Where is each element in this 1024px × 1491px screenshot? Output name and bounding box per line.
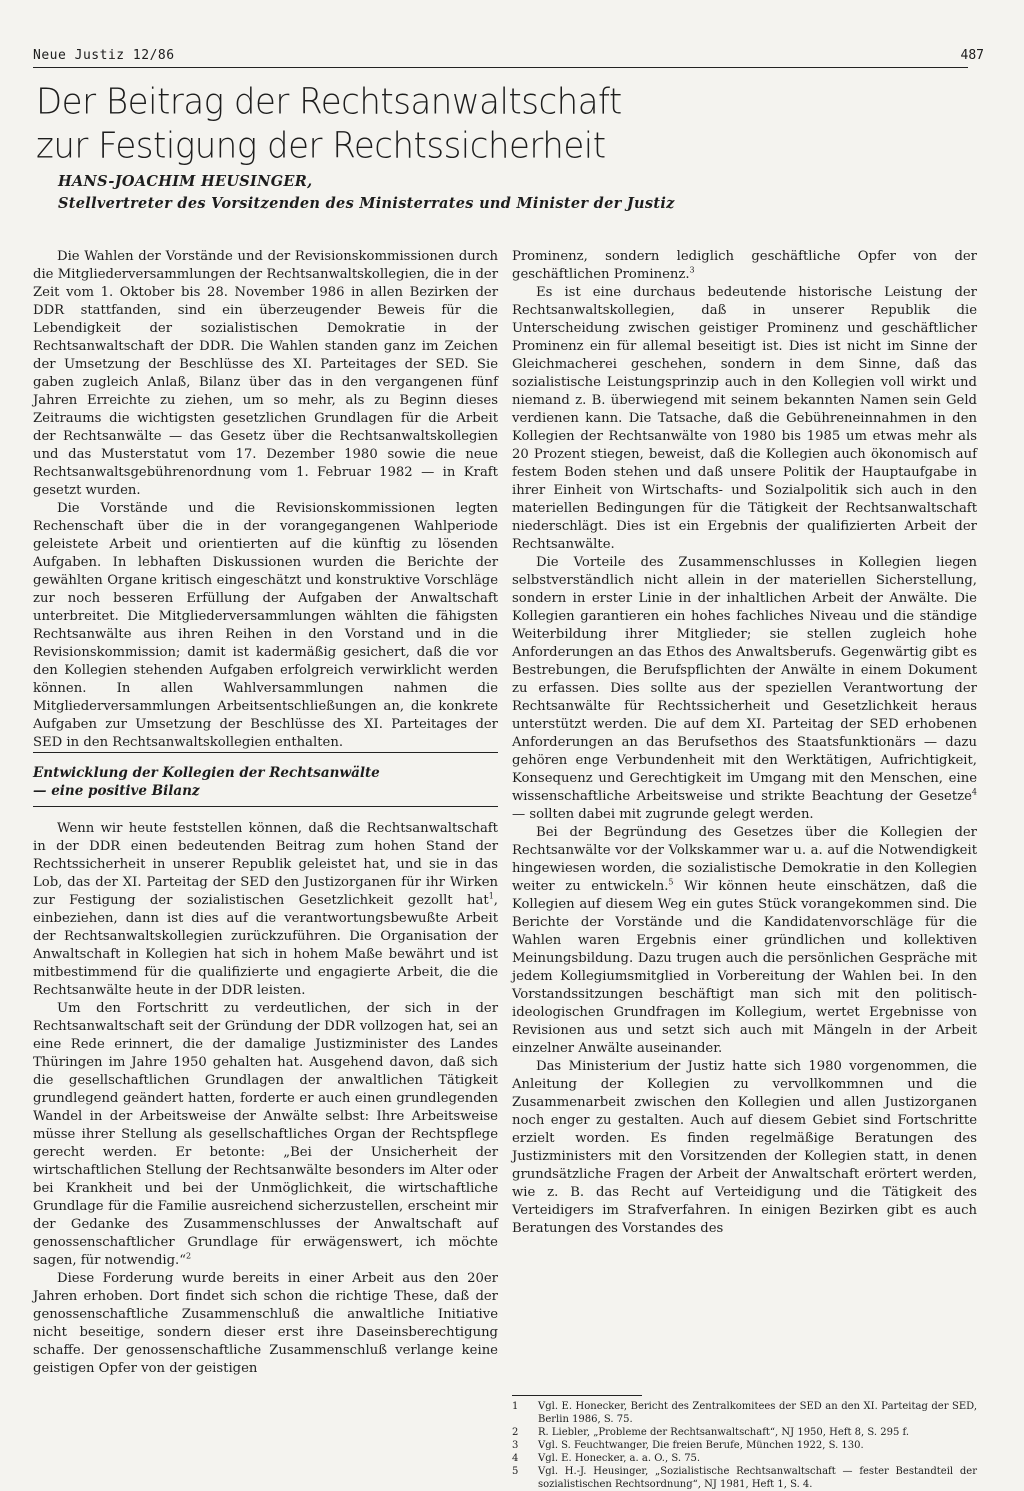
footnote <box>512 1465 977 1491</box>
footnote-ref: 1 <box>488 891 494 901</box>
page-number: 487 <box>960 48 984 63</box>
text-run: Bei der Begründung des Gesetzes über die Kollegien der Rechtsanwälte vor der Volkskammer war u. a. auf die Notwendigkeit hingewiesen worden, die sozialistische Demokratie in den Kollegien weiter zu entwickeln. <box>512 825 977 894</box>
text-run: Wenn wir heute feststellen können, daß die Rechtsanwaltschaft in der DDR einen bedeutenden Beitrag zum hohen Stand der Rechtssicherheit in unserer Republik geleistet hat, und sie in das Lob, das der XI. Parteitag der SED den Justizorganen für ihr Wirken zur Festigung der sozialistischen Gesetzlichkeit gezollt hat <box>33 821 498 908</box>
footnote <box>512 1400 977 1426</box>
text-run: Wir können heute einschätzen, daß die Kollegien auf diesem Weg ein gutes Stück vorangekommen sind. Die Berichte der Vorstände und die Kandidatenvorschläge für die Wahlen waren Ergebnis einer gründlichen und kollektiven Meinungsbildung. Dazu trugen auch die persönlichen Gespräche mit jedem Kollegiumsmitglied in Vorbereitung der Wahlen bei. In den Vorstandssitzungen beschäftigt man sich mit den politisch-ideologischen Grundfragen im Kollegium, wertet Ergebnisse von Revisionen aus und setzt sich auch mit Mängeln in der Arbeit einzelner Anwälte auseinander. <box>512 879 977 1056</box>
footnote-ref: 3 <box>689 265 695 275</box>
section-heading <box>33 764 498 800</box>
text-run: Prominenz, sondern lediglich geschäftliche Opfer von der geschäftlichen Prominenz. <box>512 249 977 282</box>
paragraph: Das Ministerium der Justiz hatte sich 1980 vorgenommen, die Anleitung der Kollegien zu vervollkommnen und die Zusammenarbeit zwischen den Kollegien und allen Justizorganen noch enger zu gestalten. Auch auf diesem Gebiet sind Fortschritte erzielt worden. Es finden regelmäßige Beratungen des Justizministers mit den Vorsitzenden der Kollegien statt, in denen grundsätzliche Fragen der Arbeit der Anwaltschaft erörtert werden, wie z. B. das Recht auf Verteidigung und die Tätigkeit des Verteidigers im Strafverfahren. In einigen Bezirken gibt es auch Beratungen des Vorstandes des <box>512 1059 977 1236</box>
paragraph <box>512 248 977 284</box>
text-run: — sollten dabei mit zugrunde gelegt werden. <box>512 807 814 822</box>
title-line-1: Der Beitrag der Rechtsanwaltschaft <box>36 81 622 124</box>
footnote-number: 3 <box>512 1440 519 1451</box>
paragraph: Es ist eine durchaus bedeutende historische Leistung der Rechtsanwaltskollegien, daß in unserer Republik die Unterscheidung zwischen geistiger Prominenz und geschäftlicher Prominenz ein für allemal beseitigt ist. Dies ist nicht im Sinne der Gleichmacherei geschehen, sondern in dem Sinne, daß das sozialistische Leistungsprinzip auch in den Kollegien voll wirkt und niemand z. B. überwiegend mit seinem bekannten Namen sein Geld verdienen kann. Die Tatsache, daß die Gebühreneinnahmen in den Kollegien der Rechtsanwälte von 1980 bis 1985 um etwas mehr als 20 Prozent stiegen, beweist, daß die Kollegien auch ökonomisch auf festem Boden stehen und daß unsere Politik der Hauptaufgabe in ihrer Einheit von Wirtschafts- und Sozialpolitik sich auch in den materiellen Bedingungen für die Tätigkeit der Rechtsanwaltschaft niederschlägt. Dies ist ein Ergebnis der qualifizierten Arbeit der Rechtsanwälte. <box>512 285 977 552</box>
paragraph: Die Wahlen der Vorstände und der Revisionskommissionen durch die Mitgliederversammlungen der Rechtsanwaltskollegien, die in der Zeit vom 1. Oktober bis 28. November 1986 in allen Bezirken der DDR stattfanden, sind ein überzeugender Beweis für die Lebendigkeit der sozialistischen Demokratie in der Rechtsanwaltschaft der DDR. Die Wahlen standen ganz im Zeichen der Umsetzung der Beschlüsse des XI. Parteitages der SED. Sie gaben zugleich Anlaß, Bilanz über das in den vergangenen fünf Jahren Erreichte zu ziehen, um so mehr, als zu Beginn dieses Zeitraums die wichtigsten gesetzlichen Grundlagen für die Arbeit der Rechtsanwälte — das Gesetz über die Rechtsanwaltskollegien und das Musterstatut vom 17. Dezember 1980 sowie die neue Rechtsanwaltsgebührenordnung vom 1. Februar 1982 — in Kraft gesetzt wurden. <box>33 249 498 498</box>
section-divider-bottom <box>33 806 498 807</box>
footnote-divider <box>512 1395 642 1396</box>
author-role: Stellvertreter des Vorsitzenden des Ministerrates und Minister der Justiz <box>58 195 675 212</box>
column-right <box>512 248 977 1238</box>
text-run: Die Vorteile des Zusammenschlusses in Kollegien liegen selbstverständlich nicht allein in der materiellen Sicherstellung, sondern in erster Linie in der inhaltlichen Arbeit der Anwälte. Die Kollegien garantieren ein hohes fachliches Niveau und die ständige Weiterbildung ihrer Mitglieder; sie stellen zugleich hohe Anforderungen an das Ethos des Anwaltsberufs. Gegenwärtig gibt es Bestrebungen, die Berufspflichten der Anwälte in einem Dokument zu erfassen. Dies sollte aus der speziellen Verantwortung der Rechtsanwälte für Rechtssicherheit und Gesetzlichkeit heraus unterstützt werden. Die auf dem XI. Parteitag der SED erhobenen Anforderungen an das Berufsethos des Staatsfunktionärs — dazu gehören enge Verbundenheit mit den Werktätigen, Aufrichtigkeit, Konsequenz und Gerechtigkeit im Umgang mit den Menschen, eine wissenschaftliche Arbeitsweise und strikte Beachtung der Gesetze <box>512 555 977 804</box>
header-divider <box>33 67 968 68</box>
column-left-intro <box>33 248 498 752</box>
footnote <box>512 1426 977 1439</box>
footnote-number: 2 <box>512 1427 519 1438</box>
text-run: , einbeziehen, dann ist dies auf die verantwortungsbewußte Arbeit der Rechtsanwaltskollegien zurückzuführen. Die Organisation der Anwaltschaft in Kollegien hat sich in hohem Maße bewährt und ist mitbestimmend für die qualifizierte und engagierte Arbeit, die die Rechtsanwälte heute in der DDR leisten. <box>33 893 498 998</box>
paragraph <box>33 820 498 1000</box>
title-line-2: zur Festigung der Rechtssicherheit <box>36 125 606 168</box>
footnote-ref: 2 <box>185 1251 192 1261</box>
footnote-text: Vgl. E. Honecker, a. a. O., S. 75. <box>538 1453 701 1464</box>
section-heading-line-2: — eine positive Bilanz <box>33 783 200 799</box>
text-run: Um den Fortschritt zu verdeutlichen, der sich in der Rechtsanwaltschaft seit der Gründung der DDR vollzogen hat, sei an eine Rede erinnert, die der damalige Justizminister des Landes Thüringen im Jahre 1950 gehalten hat. Ausgehend davon, daß sich die gesellschaftlichen Grundlagen der anwaltlichen Tätigkeit grundlegend geändert hatten, forderte er auch einen grundlegenden Wandel in der Arbeitsweise der Anwälte selbst: Ihre Arbeitsweise müsse ihrer Stellung als gesellschaftliches Organ der Rechtspflege gerecht werden. Er betonte: „Bei der Unsicherheit der wirtschaftlichen Stellung der Rechtsanwälte besonders im Alter oder bei Krankheit und bei der Unmöglichkeit, die wirtschaftliche Grundlage für die Familie ausreichend sicherzustellen, erscheint mir der Gedanke des Zusammenschlusses der Anwaltschaft auf genossenschaftlicher Grundlage für erwägenswert, ich möchte sagen, für notwendig.“ <box>33 1001 498 1268</box>
footnote-text: Vgl. H.-J. Heusinger, „Sozialistische Rechtsanwaltschaft — fester Bestandteil der sozialistischen Rechtsordnung“, NJ 1981, Heft 1, S. 4. <box>538 1466 977 1490</box>
footnote-text: R. Liebler, „Probleme der Rechtsanwaltschaft“, NJ 1950, Heft 8, S. 295 f. <box>538 1427 910 1438</box>
section-divider-top <box>33 752 498 753</box>
paragraph <box>512 824 977 1058</box>
footnote-text: Vgl. E. Honecker, Bericht des Zentralkomitees der SED an den XI. Parteitag der SED, Berlin 1986, S. 75. <box>538 1401 977 1425</box>
column-left-section <box>33 820 498 1378</box>
journal-issue: Neue Justiz 12/86 <box>33 48 175 63</box>
footnote-number: 1 <box>512 1401 519 1412</box>
footnote-text: Vgl. S. Feuchtwanger, Die freien Berufe, München 1922, S. 130. <box>538 1440 864 1451</box>
footnote-number: 5 <box>512 1466 519 1477</box>
footnote-number: 4 <box>512 1453 519 1464</box>
paragraph: Diese Forderung wurde bereits in einer Arbeit aus den 20er Jahren erhoben. Dort findet sich schon die richtige These, daß der genossenschaftliche Zusammenschluß die anwaltliche Initiative nicht beseitige, sondern dieser erst ihre Daseinsberechtigung schaffe. Der genossenschaftliche Zusammenschluß verlange keine geistigen Opfer von der geistigen <box>33 1271 498 1376</box>
footnote-ref: 5 <box>668 877 674 887</box>
footnote-ref: 4 <box>971 787 977 797</box>
section-heading-line-1: Entwicklung der Kollegien der Rechtsanwälte <box>33 765 380 781</box>
paragraph: Die Vorstände und die Revisionskommissionen legten Rechenschaft über die in der vorangegangenen Wahlperiode geleistete Arbeit und orientierten auf die künftig zu lösenden Aufgaben. In lebhaften Diskussionen wurden die Berichte der gewählten Organe kritisch eingeschätzt und konstruktive Vorschläge zur noch besseren Erfüllung der Aufgaben der Anwaltschaft unterbreitet. Die Mitgliederversammlungen wählten die fähigsten Rechtsanwälte aus ihren Reihen in den Vorstand und in die Revisionskommission; damit ist kadermäßig gesichert, daß die vor den Kollegien stehenden Aufgaben erfolgreich verwirklicht werden können. In allen Wahlversammlungen nahmen die Mitgliederversammlungen Arbeitsentschließungen an, die konkrete Aufgaben zur Umsetzung der Beschlüsse des XI. Parteitages der SED in den Rechtsanwaltskollegien enthalten. <box>33 501 498 750</box>
article-title <box>36 80 936 168</box>
footnote <box>512 1439 977 1452</box>
author-name: HANS-JOACHIM HEUSINGER, <box>58 173 313 190</box>
paragraph <box>512 554 977 824</box>
footnotes <box>512 1400 977 1491</box>
paragraph <box>33 1000 498 1270</box>
